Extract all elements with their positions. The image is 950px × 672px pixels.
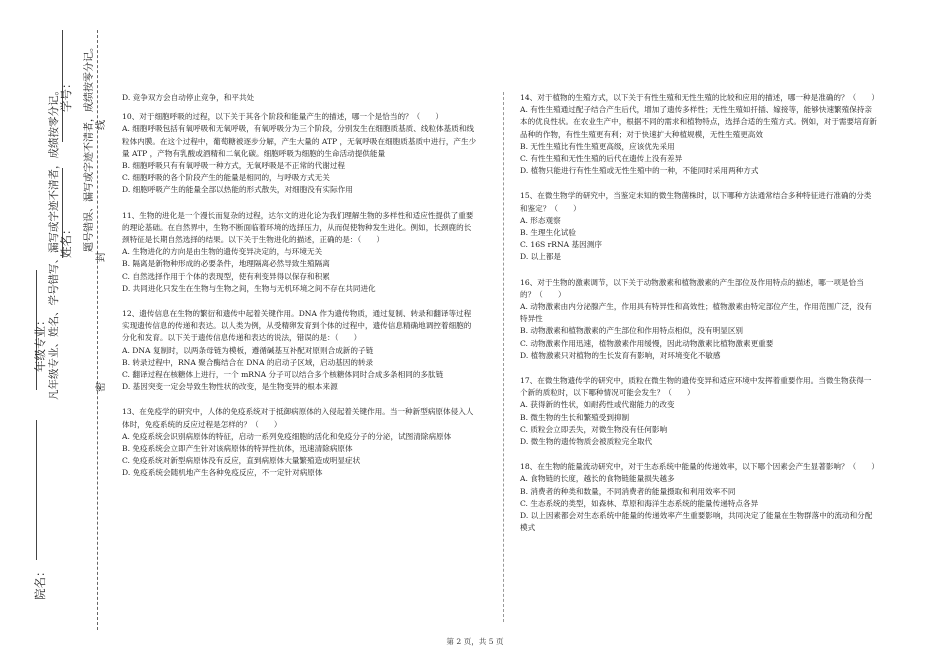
question-13 bbox=[122, 406, 478, 479]
option-b: B. 生理生化试验 bbox=[520, 228, 576, 238]
option-c: C. 自然选择作用于个体的表现型，使有利变异得以保存和积累 bbox=[122, 271, 330, 281]
option-a: A. 食物链的长度，越长的食物链能量损失越多 bbox=[520, 474, 675, 484]
option-a: A. DNA 复制时，以两条母链为模板，遵循碱基互补配对原则合成新的子链 bbox=[122, 345, 374, 355]
question-16 bbox=[520, 277, 878, 362]
school-label: 院名： bbox=[33, 565, 47, 600]
option-a: A. 形态观察 bbox=[520, 215, 561, 225]
option-c: C. 生态系统的类型，如森林、草原和海洋生态系统的能量传递特点各异 bbox=[520, 498, 759, 508]
question-stem: 10、对于细胞呼吸的过程，以下关于其各个阶段和能量产生的描述，哪一个是恰当的？（ ） bbox=[122, 112, 444, 122]
option-d: D. 免疫系统会随机地产生各种免疫反应，不一定针对病原体 bbox=[122, 468, 323, 478]
option-d: D. 基因突变一定会导致生物性状的改变，是生物变异的根本来源 bbox=[122, 382, 338, 392]
option-b: B. 无性生殖比有性生殖更高级，应该优先采用 bbox=[520, 141, 675, 151]
option-a: A. 生物进化的方向是由生物的遗传变异决定的，与环境无关 bbox=[122, 247, 323, 257]
option-c: C. 有性生殖和无性生殖的后代在遗传上没有差异 bbox=[520, 154, 683, 164]
student-id-label: 学号： bbox=[59, 77, 73, 112]
option-d: D. 共同进化只发生在生物与生物之间，生物与无机环境之间不存在共同进化 bbox=[122, 283, 376, 293]
fold-mark: 密 bbox=[96, 382, 107, 392]
option-d: D. 以上都是 bbox=[520, 252, 562, 262]
option-c: C. 翻译过程在核糖体上进行，一个 mRNA 分子可以结合多个核糖体同时合成多条相同的多肽链 bbox=[122, 370, 444, 380]
option-c: C. 免疫系统对新型病原体没有反应，直到病原体大量繁殖造成明显症状 bbox=[122, 456, 361, 466]
option-a: A. 细胞呼吸包括有氧呼吸和无氧呼吸，有氧呼吸分为三个阶段，分别发生在细胞质基质、线粒体基质和线粒体内膜。在这个过程中，葡萄糖被逐步分解，产生大量的 ATP ，无氧呼吸在细胞质基质中进行，产生少量 ATP ，产物有乳酸或酒精和二氧化碳。细胞呼吸为细胞的生命活动提供能量 bbox=[122, 124, 477, 158]
option-d: D. 植物激素只对植物的生长发育有影响，对环境变化不敏感 bbox=[520, 350, 721, 360]
column-divider bbox=[503, 92, 504, 622]
question-10 bbox=[122, 111, 478, 196]
question-18 bbox=[520, 461, 878, 534]
option-a: A. 动物激素由内分泌腺产生，作用具有特异性和高效性；植物激素由特定部位产生，作用范围广泛，没有特异性 bbox=[520, 302, 873, 324]
question-12 bbox=[122, 308, 478, 393]
question-stem: 13、在免疫学的研究中，人体的免疫系统对于抵御病原体的入侵起着关键作用。当一种新型病原体侵入人体时，免疫系统的反应过程是怎样的？（ ） bbox=[122, 407, 474, 429]
option-d: D. 微生物的遗传物质会被质粒完全取代 bbox=[520, 437, 653, 447]
question-stem: 16、对于生物的激素调节，以下关于动物激素和植物激素的产生部位及作用特点的描述，哪一项是恰当的？（ ） bbox=[520, 277, 864, 299]
question-stem: 18、在生物的能量流动研究中，对于生态系统中能量的传递效率，以下哪个因素会产生显著影响？（ ） bbox=[520, 462, 879, 472]
question-15 bbox=[520, 190, 878, 263]
option-d: D. 植物只能进行有性生殖或无性生殖中的一种，不能同时采用两种方式 bbox=[520, 166, 759, 176]
prev-question-option: D. 竞争双方会自动停止竞争，和平共处 bbox=[122, 93, 255, 102]
line-mark: 线 bbox=[96, 120, 107, 130]
grade-major-label: 年级专业： bbox=[33, 314, 47, 372]
option-a: A. 免疫系统会识别病原体的特征，启动一系列免疫细胞的活化和免疫分子的分泌，试图清除病原体 bbox=[122, 431, 452, 441]
option-b: B. 细胞呼吸只有有氧呼吸一种方式，无氧呼吸是不正常的代谢过程 bbox=[122, 161, 346, 171]
question-stem: 15、在微生物学的研究中，当鉴定未知的微生物菌株时，以下哪种方法通常结合多种特征进行准确的分类和鉴定？（ ） bbox=[520, 191, 872, 213]
option-a: A. 获得新的性状，如耐药性或代谢能力的改变 bbox=[520, 400, 675, 410]
option-b: B. 转录过程中，RNA 聚合酶结合在 DNA 的启动子区域，启动基因的转录 bbox=[122, 357, 374, 367]
option-b: B. 微生物的生长和繁殖受到抑制 bbox=[520, 412, 630, 422]
option-c: C. 动物激素作用迅速，植物激素作用缓慢，因此动物激素比植物激素更重要 bbox=[520, 338, 774, 348]
question-stem: 12、遗传信息在生物的繁衍和遗传中起着关键作用。DNA 作为遗传物质，通过复制、转录和翻译等过程实现遗传信息的传递和表达。以人类为例，从受精卵发育到个体的过程中，遗传信息精确地调控着细胞的分化和发育。以下关于遗传信息传递和表达的说法，错误的是：（ ） bbox=[122, 309, 472, 343]
question-stem: 17、在微生物遗传学的研究中，质粒在微生物的遗传变异和适应环境中发挥着重要作用。当微生物获得一个新的质粒时，以下哪种情况可能会发生？（ ） bbox=[520, 376, 872, 398]
option-c: C. 16S rRNA 基因测序 bbox=[520, 240, 602, 250]
question-stem: 11、生物的进化是一个漫长而复杂的过程，达尔文的进化论为我们理解生物的多样性和适应性提供了重要的理论基础。在自然界中，生物不断面临着环境的选择压力，从而促使物种发生进化。例如，长颈鹿的长颈特征是长期自然选择的结果。以下关于生物进化的描述，正确的是：（ ） bbox=[122, 210, 474, 245]
option-d: D. 细胞呼吸产生的能量全部以热能的形式散失，对细胞没有实际作用 bbox=[122, 185, 353, 195]
left-column bbox=[122, 92, 478, 486]
option-a: A. 有性生殖通过配子结合产生后代，增加了遗传多样性；无性生殖如扦插、嫁接等，能够快速繁殖保持亲本的优良性状。在农业生产中，根据不同的需求和植物特点，选择合适的生殖方式。例如，对于需要培育新品种的作物，有性生殖更有利；对于快速扩大种植规模，无性生殖更高效 bbox=[520, 105, 877, 139]
page-footer: 第 2 页，共 5 页 bbox=[446, 637, 504, 646]
seal-mark: 封 bbox=[96, 252, 107, 262]
school-underline bbox=[36, 420, 37, 560]
question-11 bbox=[122, 210, 478, 295]
question-stem: 14、对于植物的生殖方式，以下关于有性生殖和无性生殖的比较和应用的描述，哪一种是准确的？（ ） bbox=[520, 93, 879, 102]
name-label: 姓名： bbox=[59, 223, 73, 258]
binding-margin bbox=[0, 0, 112, 672]
binding-instruction: 凡年级专业、姓名、学号错写、漏写或字迹不清者，成绩按零分记。 bbox=[48, 85, 60, 400]
option-d: D. 以上因素都会对生态系统中能量的传递效率产生重要影响，共同决定了能量在生物群落中的流动和分配模式 bbox=[520, 511, 873, 533]
option-b: B. 隔离是新物种形成的必要条件，地理隔离必然导致生殖隔离 bbox=[122, 259, 330, 269]
option-b: B. 消费者的种类和数量，不同消费者的能量摄取和利用效率不同 bbox=[520, 486, 736, 496]
option-b: B. 免疫系统会立即产生针对该病原体的特异性抗体，迅速清除病原体 bbox=[122, 444, 353, 454]
question-14 bbox=[520, 92, 878, 177]
binding-warning: 题号错误、漏写或字迹不清者，成绩按零分记。 bbox=[84, 42, 95, 252]
option-b: B. 动物激素和植物激素的产生部位和作用特点相似，没有明显区别 bbox=[520, 326, 744, 336]
question-17 bbox=[520, 375, 878, 448]
option-c: C. 质粒会立即丢失，对微生物没有任何影响 bbox=[520, 424, 668, 434]
right-column bbox=[520, 92, 878, 541]
option-c: C. 细胞呼吸的各个阶段产生的能量是相同的，与呼吸方式无关 bbox=[122, 173, 330, 183]
